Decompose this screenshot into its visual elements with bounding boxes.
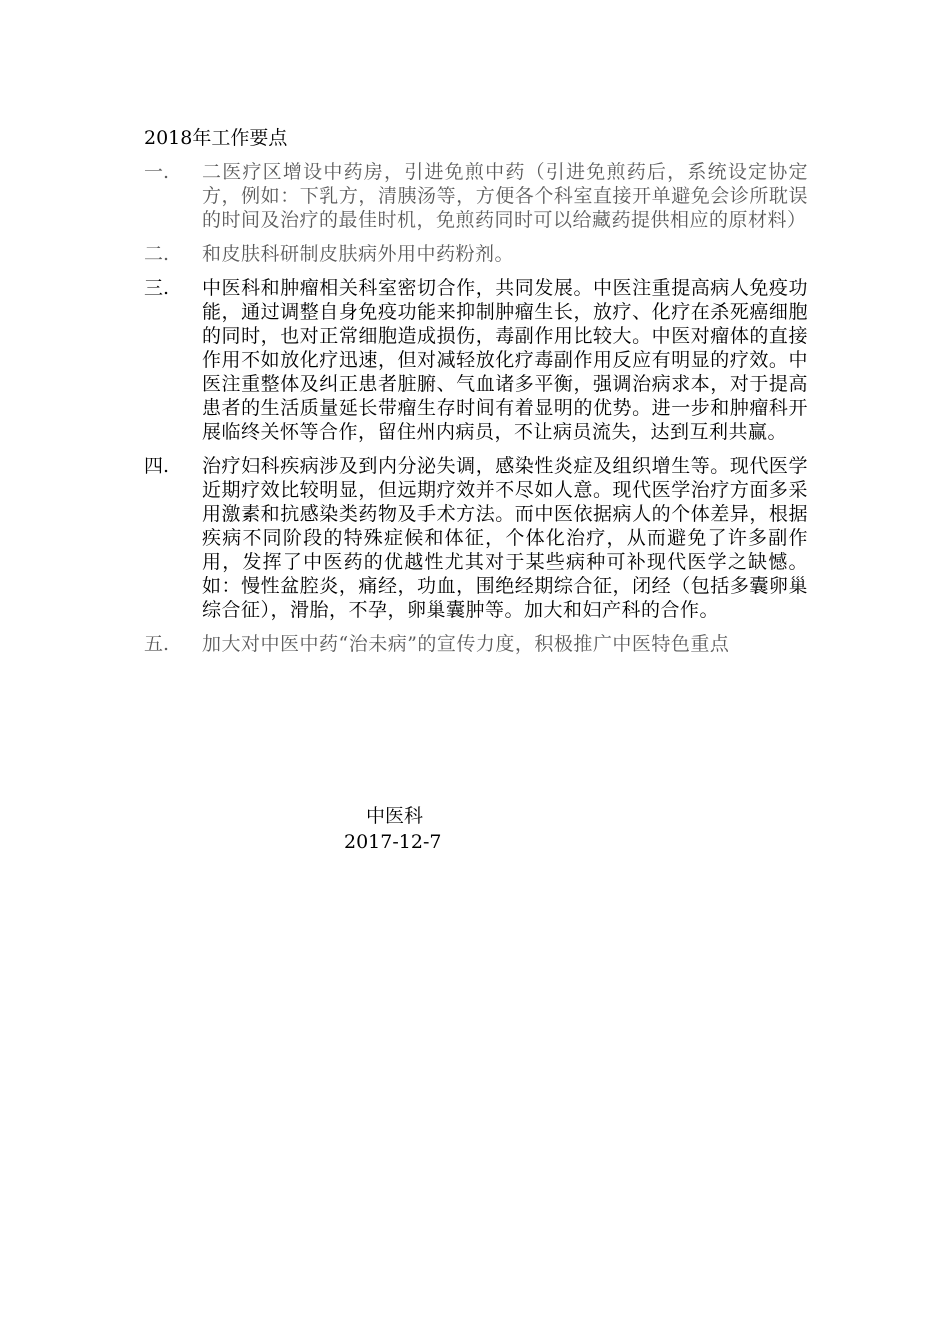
list-item xyxy=(144,276,814,444)
signature-department: 中医科 xyxy=(366,805,424,827)
item-text: 治疗妇科疾病涉及到内分泌失调，感染性炎症及组织增生等。现代医学近期疗效比较明显，但远期疗效并不尽如人意。现代医学治疗方面多采用激素和抗感染类药物及手术方法。而中医依据病人的个体差异，根据疾病不同阶段的特殊症候和体征，个体化治疗，从而避免了许多副作用，发挥了中医药的优越性尤其对于某些病种可补现代医学之缺憾。如：慢性盆腔炎，痛经，功血，围绝经期综合征，闭经（包括多囊卵巢综合征），滑胎，不孕，卵巢囊肿等。加大和妇产科的合作。 xyxy=(202,455,808,621)
list-item xyxy=(144,454,814,622)
work-points-list xyxy=(144,160,814,666)
item-number: 四. xyxy=(144,455,170,477)
item-number: 五. xyxy=(144,633,170,655)
item-text: 和皮肤科研制皮肤病外用中药粉剂。 xyxy=(202,243,515,265)
item-number: 一. xyxy=(144,161,170,183)
item-number: 二. xyxy=(144,243,170,265)
list-item xyxy=(144,242,814,266)
list-item xyxy=(144,632,814,656)
item-text: 二医疗区增设中药房，引进免煎中药（引进免煎药后，系统设定协定方，例如：下乳方，清胰汤等，方便各个科室直接开单避免会诊所耽误的时间及治疗的最佳时机，免煎药同时可以给藏药提供相应的原材料） xyxy=(202,161,808,231)
signature-date: 2017-12-7 xyxy=(344,831,442,853)
document-title: 2018年工作要点 xyxy=(144,127,288,149)
item-text: 加大对中医中药“治未病”的宣传力度，积极推广中医特色重点 xyxy=(202,633,730,655)
item-text: 中医科和肿瘤相关科室密切合作，共同发展。中医注重提高病人免疫功能，通过调整自身免疫功能来抑制肿瘤生长，放疗、化疗在杀死癌细胞的同时，也对正常细胞造成损伤，毒副作用比较大。中医对瘤体的直接作用不如放化疗迅速，但对减轻放化疗毒副作用反应有明显的疗效。中医注重整体及纠正患者脏腑、气血诸多平衡，强调治病求本，对于提高患者的生活质量延长带瘤生存时间有着显明的优势。进一步和肿瘤科开展临终关怀等合作，留住州内病员，不让病员流失，达到互利共赢。 xyxy=(202,277,808,443)
list-item xyxy=(144,160,814,232)
item-number: 三. xyxy=(144,277,170,299)
